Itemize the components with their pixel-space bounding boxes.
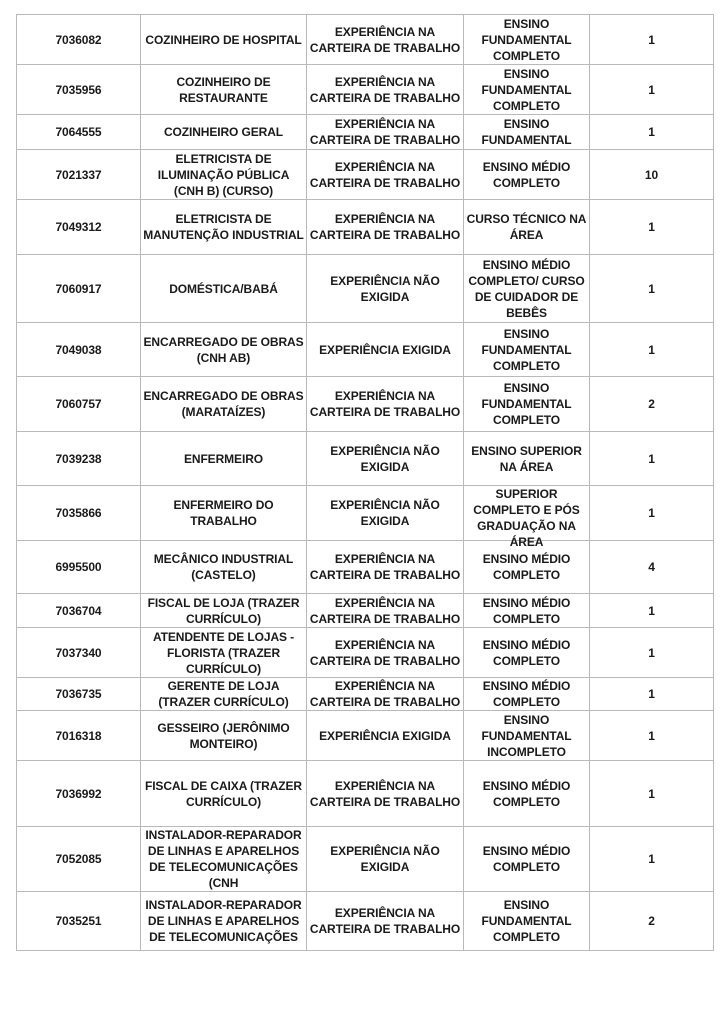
education-requirement-cell: [464, 323, 590, 377]
table-row: [17, 377, 714, 432]
job-title-cell: [141, 115, 307, 150]
education-requirement-cell-text: ENSINO MÉDIO COMPLETO: [482, 552, 571, 582]
education-requirement-cell-text: ENSINO MÉDIO COMPLETO: [482, 778, 571, 809]
job-title-cell-text: ENFERMEIRO: [183, 451, 263, 466]
job-title-cell: [141, 255, 307, 323]
job-code-cell: [17, 486, 141, 541]
job-title-cell: [141, 761, 307, 827]
vacancy-count-cell-text: 1: [648, 603, 655, 618]
table-row: [17, 594, 714, 628]
job-title-cell-text: ENCARREGADO DE OBRAS (MARATAÍZES): [143, 389, 304, 419]
education-requirement-cell: [464, 432, 590, 486]
vacancy-count-cell-text: 1: [648, 342, 655, 357]
vacancy-count-cell: [590, 15, 714, 65]
job-title-cell-text: ATENDENTE DE LOJAS - FLORISTA (TRAZER CURRÍCULO): [152, 629, 295, 676]
job-code-cell: [17, 594, 141, 628]
education-requirement-cell-text: ENSINO FUNDAMENTAL: [481, 117, 572, 147]
job-title-cell-text: COZINHEIRO GERAL: [163, 125, 284, 139]
job-title-cell: [141, 486, 307, 541]
vacancy-count-cell-text: 1: [648, 82, 655, 97]
vacancy-count-cell-text: 1: [648, 451, 655, 466]
experience-requirement-cell: [307, 892, 464, 951]
experience-requirement-cell: [307, 377, 464, 432]
experience-requirement-cell: [307, 628, 464, 678]
job-title-cell-text: ENFERMEIRO DO TRABALHO: [173, 498, 274, 528]
job-title-cell-text: DOMÉSTICA/BABÁ: [169, 281, 278, 296]
job-code-cell: [17, 432, 141, 486]
vacancy-count-cell-text: 2: [648, 914, 655, 928]
experience-requirement-cell-text: EXPERIÊNCIA NA CARTEIRA DE TRABALHO: [309, 212, 461, 242]
experience-requirement-cell-text: EXPERIÊNCIA NA CARTEIRA DE TRABALHO: [309, 679, 461, 709]
education-requirement-cell: [464, 827, 590, 892]
job-title-cell-text: ELETRICISTA DE MANUTENÇÃO INDUSTRIAL: [143, 212, 304, 242]
education-requirement-cell-text: ENSINO MÉDIO COMPLETO: [482, 595, 571, 626]
job-title-cell-text: INSTALADOR-REPARADOR DE LINHAS E APARELHOS DE TELECOMUNICAÇÕES (CNH: [145, 828, 302, 890]
job-title-cell-text: MECÂNICO INDUSTRIAL (CASTELO): [153, 552, 294, 582]
job-title-cell: [141, 892, 307, 951]
job-title-cell: [141, 15, 307, 65]
vacancy-count-cell: [590, 377, 714, 432]
experience-requirement-cell: [307, 65, 464, 115]
experience-requirement-cell-text: EXPERIÊNCIA NA CARTEIRA DE TRABALHO: [309, 74, 461, 105]
education-requirement-cell-text: ENSINO FUNDAMENTAL COMPLETO: [481, 66, 572, 113]
education-requirement-cell-text: ENSINO FUNDAMENTAL INCOMPLETO: [481, 712, 572, 759]
education-requirement-cell: [464, 115, 590, 150]
table-row: [17, 15, 714, 65]
vacancy-count-cell: [590, 200, 714, 255]
vacancy-count-cell-text: 1: [648, 728, 655, 743]
vacancy-count-cell: [590, 892, 714, 951]
job-code-cell: [17, 65, 141, 115]
experience-requirement-cell-text: EXPERIÊNCIA EXIGIDA: [319, 728, 451, 743]
education-requirement-cell-text: ENSINO MÉDIO COMPLETO: [482, 637, 571, 668]
vacancy-count-cell-text: 4: [648, 560, 655, 574]
vacancy-count-cell-text: 1: [648, 687, 655, 701]
job-code-cell-text: 7060917: [55, 281, 102, 296]
vacancy-count-cell: [590, 761, 714, 827]
job-title-cell-text: COZINHEIRO DE RESTAURANTE: [176, 74, 271, 105]
table-row: [17, 200, 714, 255]
job-title-cell-text: COZINHEIRO DE HOSPITAL: [145, 32, 302, 47]
job-code-cell-text: 7036082: [55, 32, 102, 47]
education-requirement-cell: [464, 65, 590, 115]
job-title-cell-text: GERENTE DE LOJA (TRAZER CURRÍCULO): [158, 679, 289, 709]
job-code-cell-text: 7036735: [55, 687, 102, 701]
job-code-cell: [17, 255, 141, 323]
job-title-cell: [141, 150, 307, 200]
experience-requirement-cell-text: EXPERIÊNCIA NA CARTEIRA DE TRABALHO: [309, 778, 461, 809]
job-code-cell-text: 7035956: [55, 82, 102, 97]
education-requirement-cell: [464, 200, 590, 255]
vacancy-count-cell: [590, 150, 714, 200]
experience-requirement-cell-text: EXPERIÊNCIA NÃO EXIGIDA: [330, 443, 440, 474]
job-code-cell-text: 7021337: [55, 167, 102, 182]
vacancy-count-cell-text: 1: [648, 786, 655, 801]
vacancy-count-cell: [590, 486, 714, 541]
table-row: [17, 892, 714, 951]
education-requirement-cell: [464, 892, 590, 951]
experience-requirement-cell-text: EXPERIÊNCIA NA CARTEIRA DE TRABALHO: [309, 906, 461, 936]
table-row: [17, 65, 714, 115]
job-title-cell-text: ELETRICISTA DE ILUMINAÇÃO PÚBLICA (CNH B) (CURSO): [157, 151, 290, 198]
vacancy-count-cell: [590, 323, 714, 377]
experience-requirement-cell-text: EXPERIÊNCIA NA CARTEIRA DE TRABALHO: [309, 159, 461, 190]
education-requirement-cell: [464, 711, 590, 761]
job-title-cell: [141, 65, 307, 115]
education-requirement-cell: [464, 678, 590, 711]
vacancy-count-cell-text: 1: [648, 32, 655, 47]
experience-requirement-cell-text: EXPERIÊNCIA NÃO EXIGIDA: [330, 844, 440, 874]
experience-requirement-cell: [307, 15, 464, 65]
vacancy-count-cell-text: 10: [644, 167, 659, 182]
experience-requirement-cell: [307, 761, 464, 827]
experience-requirement-cell: [307, 255, 464, 323]
job-code-cell-text: 7064555: [55, 125, 102, 139]
table-row: [17, 432, 714, 486]
experience-requirement-cell: [307, 594, 464, 628]
job-title-cell: [141, 678, 307, 711]
experience-requirement-cell-text: EXPERIÊNCIA NÃO EXIGIDA: [330, 498, 440, 528]
education-requirement-cell-text: ENSINO FUNDAMENTAL COMPLETO: [481, 898, 572, 944]
experience-requirement-cell-text: EXPERIÊNCIA NÃO EXIGIDA: [330, 273, 440, 304]
education-requirement-cell: [464, 761, 590, 827]
job-vacancies-table: [16, 14, 714, 951]
experience-requirement-cell: [307, 711, 464, 761]
experience-requirement-cell-text: EXPERIÊNCIA NA CARTEIRA DE TRABALHO: [309, 117, 461, 147]
table-row: [17, 255, 714, 323]
job-code-cell-text: 7049312: [55, 220, 102, 234]
job-title-cell: [141, 432, 307, 486]
vacancy-count-cell: [590, 541, 714, 594]
vacancy-count-cell-text: 1: [648, 220, 655, 234]
table-row: [17, 711, 714, 761]
job-title-cell: [141, 323, 307, 377]
vacancy-count-cell: [590, 827, 714, 892]
education-requirement-cell-text: ENSINO SUPERIOR NA ÁREA: [471, 443, 582, 474]
experience-requirement-cell: [307, 827, 464, 892]
experience-requirement-cell: [307, 486, 464, 541]
job-title-cell: [141, 377, 307, 432]
experience-requirement-cell: [307, 115, 464, 150]
job-title-cell: [141, 594, 307, 628]
job-code-cell-text: 7037340: [55, 645, 102, 660]
education-requirement-cell: [464, 594, 590, 628]
education-requirement-cell: [464, 628, 590, 678]
job-code-cell: [17, 711, 141, 761]
job-title-cell-text: INSTALADOR-REPARADOR DE LINHAS E APARELHOS DE TELECOMUNICAÇÕES: [145, 898, 302, 944]
table-row: [17, 628, 714, 678]
job-code-cell: [17, 678, 141, 711]
job-code-cell: [17, 541, 141, 594]
education-requirement-cell-text: ENSINO MÉDIO COMPLETO: [482, 679, 571, 709]
education-requirement-cell-text: SUPERIOR COMPLETO E PÓS GRADUAÇÃO NA ÁREA: [473, 487, 580, 549]
experience-requirement-cell: [307, 323, 464, 377]
education-requirement-cell-text: ENSINO FUNDAMENTAL COMPLETO: [481, 381, 572, 427]
table-row: [17, 678, 714, 711]
job-code-cell: [17, 628, 141, 678]
vacancy-count-cell-text: 1: [648, 506, 655, 520]
education-requirement-cell: [464, 255, 590, 323]
education-requirement-cell: [464, 150, 590, 200]
vacancy-count-cell: [590, 594, 714, 628]
job-title-cell-text: FISCAL DE LOJA (TRAZER CURRÍCULO): [147, 595, 300, 626]
vacancy-count-cell-text: 2: [648, 397, 655, 411]
job-code-cell-text: 7036704: [55, 603, 102, 618]
experience-requirement-cell-text: EXPERIÊNCIA NA CARTEIRA DE TRABALHO: [309, 24, 461, 55]
job-title-cell-text: GESSEIRO (JERÔNIMO MONTEIRO): [157, 720, 290, 751]
vacancy-count-cell: [590, 255, 714, 323]
job-code-cell: [17, 892, 141, 951]
experience-requirement-cell: [307, 678, 464, 711]
job-title-cell-text: FISCAL DE CAIXA (TRAZER CURRÍCULO): [144, 778, 303, 809]
education-requirement-cell-text: ENSINO MÉDIO COMPLETO: [482, 159, 571, 190]
experience-requirement-cell: [307, 541, 464, 594]
education-requirement-cell-text: ENSINO FUNDAMENTAL COMPLETO: [481, 326, 572, 373]
experience-requirement-cell: [307, 432, 464, 486]
job-title-cell: [141, 541, 307, 594]
job-title-cell: [141, 628, 307, 678]
education-requirement-cell-text: ENSINO FUNDAMENTAL COMPLETO: [481, 16, 572, 63]
education-requirement-cell: [464, 15, 590, 65]
job-code-cell-text: 7036992: [55, 786, 102, 801]
experience-requirement-cell-text: EXPERIÊNCIA NA CARTEIRA DE TRABALHO: [309, 595, 461, 626]
job-code-cell-text: 7060757: [55, 397, 102, 411]
table-row: [17, 827, 714, 892]
education-requirement-cell-text: CURSO TÉCNICO NA ÁREA: [466, 212, 587, 242]
job-title-cell: [141, 711, 307, 761]
table-row: [17, 323, 714, 377]
job-title-cell-text: ENCARREGADO DE OBRAS (CNH AB): [143, 334, 304, 365]
table-row: [17, 486, 714, 541]
job-code-cell: [17, 15, 141, 65]
job-code-cell-text: 7035251: [55, 914, 102, 928]
vacancy-count-cell: [590, 115, 714, 150]
vacancy-count-cell: [590, 65, 714, 115]
education-requirement-cell: [464, 486, 590, 549]
vacancy-count-cell-text: 1: [648, 281, 655, 296]
job-title-cell: [141, 827, 307, 892]
experience-requirement-cell: [307, 200, 464, 255]
job-code-cell: [17, 200, 141, 255]
job-code-cell: [17, 827, 141, 892]
job-code-cell-text: 7016318: [55, 728, 102, 743]
vacancy-count-cell: [590, 678, 714, 711]
experience-requirement-cell-text: EXPERIÊNCIA NA CARTEIRA DE TRABALHO: [309, 389, 461, 419]
experience-requirement-cell-text: EXPERIÊNCIA EXIGIDA: [319, 342, 451, 357]
vacancy-count-cell-text: 1: [648, 852, 655, 866]
education-requirement-cell: [464, 377, 590, 432]
table-row: [17, 150, 714, 200]
experience-requirement-cell-text: EXPERIÊNCIA NA CARTEIRA DE TRABALHO: [309, 637, 461, 668]
job-code-cell: [17, 115, 141, 150]
vacancy-count-cell: [590, 432, 714, 486]
job-code-cell-text: 7052085: [55, 852, 102, 866]
job-title-cell: [141, 200, 307, 255]
table-row: [17, 541, 714, 594]
vacancy-count-cell-text: 1: [648, 645, 655, 660]
experience-requirement-cell-text: EXPERIÊNCIA NA CARTEIRA DE TRABALHO: [309, 552, 461, 582]
job-code-cell: [17, 377, 141, 432]
vacancy-count-cell-text: 1: [648, 125, 655, 139]
table-row: [17, 115, 714, 150]
table-row: [17, 761, 714, 827]
job-code-cell-text: 6995500: [55, 560, 102, 574]
job-code-cell: [17, 150, 141, 200]
education-requirement-cell-text: ENSINO MÉDIO COMPLETO/ CURSO DE CUIDADOR DE BEBÊS: [468, 257, 585, 320]
job-code-cell-text: 7039238: [55, 451, 102, 466]
experience-requirement-cell: [307, 150, 464, 200]
job-code-cell-text: 7049038: [55, 342, 102, 357]
job-code-cell-text: 7035866: [55, 506, 102, 520]
job-code-cell: [17, 761, 141, 827]
vacancy-count-cell: [590, 711, 714, 761]
job-code-cell: [17, 323, 141, 377]
education-requirement-cell-text: ENSINO MÉDIO COMPLETO: [482, 844, 571, 874]
vacancy-count-cell: [590, 628, 714, 678]
